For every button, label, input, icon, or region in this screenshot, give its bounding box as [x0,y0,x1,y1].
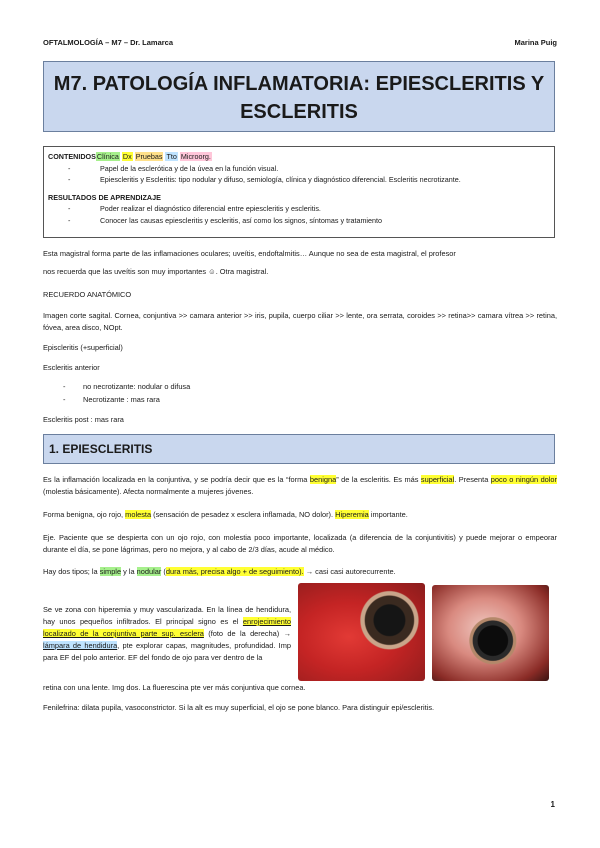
legend-tag: Clínica [96,152,119,161]
intro-paragraph [43,248,557,278]
bullet-text: Necrotizante : mas rara [83,395,160,404]
list-item: - Epiescleritis y Escleritis: tipo nodular y difuso, semiología, clínica y diagnóstico diferencial. Escleritis necrotizante. [100,174,550,186]
body-paragraph-5: Se ve zona con hiperemia y muy vascularizada. En la línea de hendidura, hay unos pequeños infiltrados. El principal signo es el enrojecimiento localizado de la conjuntiva parte sup. esclera (foto de la derecha) → lámpara de hendidura, pte explorar capas, magnitudes, profundidad. Imp para EF del polo anterior. EF del fondo de ojo para ver dentro de la [43,605,291,662]
body-paragraph-2: Forma benigna, ojo rojo, molesta (sensación de pesadez x esclera inflamada, NO dolor). Hiperemia importante. [43,510,408,519]
bullet-item: - Necrotizante : mas rara [63,395,160,404]
eye-photo-hyperemia [298,583,425,681]
contenidos-label: CONTENIDOS [48,152,96,161]
legend-tags [96,152,212,161]
recuerdo-heading: RECUERDO ANATÓMICO [43,290,132,299]
header-left: OFTALMOLOGÍA – M7 – Dr. Lamarca [43,38,174,47]
list-item: - Papel de la esclerótica y de la úvea en la función visual. [100,163,550,175]
eye-photo-episcleritis [432,585,549,681]
body-paragraph-5b: retina con una lente. Img dos. La fluerescina pte ver más conjuntiva que cornea. [43,683,306,692]
legend-tag: Pruebas [135,152,163,161]
episcleritis-line: Episcleritis (+superficial) [43,343,123,352]
section-heading: 1. EPIESCLERITIS [43,434,555,464]
contenidos-list [48,163,550,186]
page-number: 1 [550,800,555,809]
page-title [43,61,555,132]
intro-line-2: nos recuerda que las uveítis son muy importantes ☺. Otra magistral. [43,267,269,276]
body-paragraph-6: Fenilefrina: dilata pupila, vasoconstrictor. Si la alt es muy superficial, el ojo se pone blanco. Para distinguir epi/escleritis. [43,703,435,712]
legend-tag: Dx [122,152,132,161]
bullet-text: no necrotizante: nodular o difusa [83,382,191,391]
intro-line-1: Esta magistral forma parte de las inflamaciones oculares; uveítis, endoftalmitis… Aunque no sea de esta magistral, el profesor [43,249,456,258]
imagen-paragraph: Imagen corte sagital. Cornea, conjuntiva >> camara anterior >> iris, pupila, cuerpo ciliar >> lente, ora serrata, coroides >> retina>> camara vítrea >> retina, fóvea, area disco, NOpt. [43,311,557,332]
escleritis-post-line: Escleritis post : mas rara [43,415,124,424]
list-item: - Poder realizar el diagnóstico diferencial entre epiescleritis y escleritis. [100,203,550,215]
body-paragraph-3: Eje. Paciente que se despierta con un ojo rojo, con molestia poco importante, localizada (a diferencia de la conjuntivitis) y puede mejorar o empeorar durante el día, se pone lágrimas, pero no mejora, y al cabo de 2/3 días, acude al médico. [43,533,557,554]
header-right: Marina Puig [514,38,557,47]
resultados-list [48,203,550,226]
body-paragraph-1: Es la inflamación localizada en la conjuntiva, y se podría decir que es la “forma benigna” de la escleritis. Es más superficial. Presenta poco o ningún dolor (molestia básicamente). Afecta normalmente a mujeres jóvenes. [43,475,558,496]
title-line-2: ESCLERITIS [240,101,358,123]
legend-tag: Microorg. [180,152,211,161]
contents-box [43,146,555,238]
bullet-item: - no necrotizante: nodular o difusa [63,382,191,391]
resultados-label: RESULTADOS DE APRENDIZAJE [48,192,161,202]
legend-tag: Tto [166,152,177,161]
list-item: - Conocer las causas epiescleritis y escleritis, así como los signos, síntomas y tratamiento [100,215,550,227]
title-line-1: M7. PATOLOGÍA INFLAMATORIA: EPIESCLERITIS Y [53,73,545,95]
page-header [43,38,557,47]
escleritis-anterior-line: Escleritis anterior [43,363,100,372]
body-paragraph-4: Hay dos tipos; la simple y la nodular (dura más, precisa algo + de seguimiento). → casi casi autorecurrente. [43,567,396,576]
